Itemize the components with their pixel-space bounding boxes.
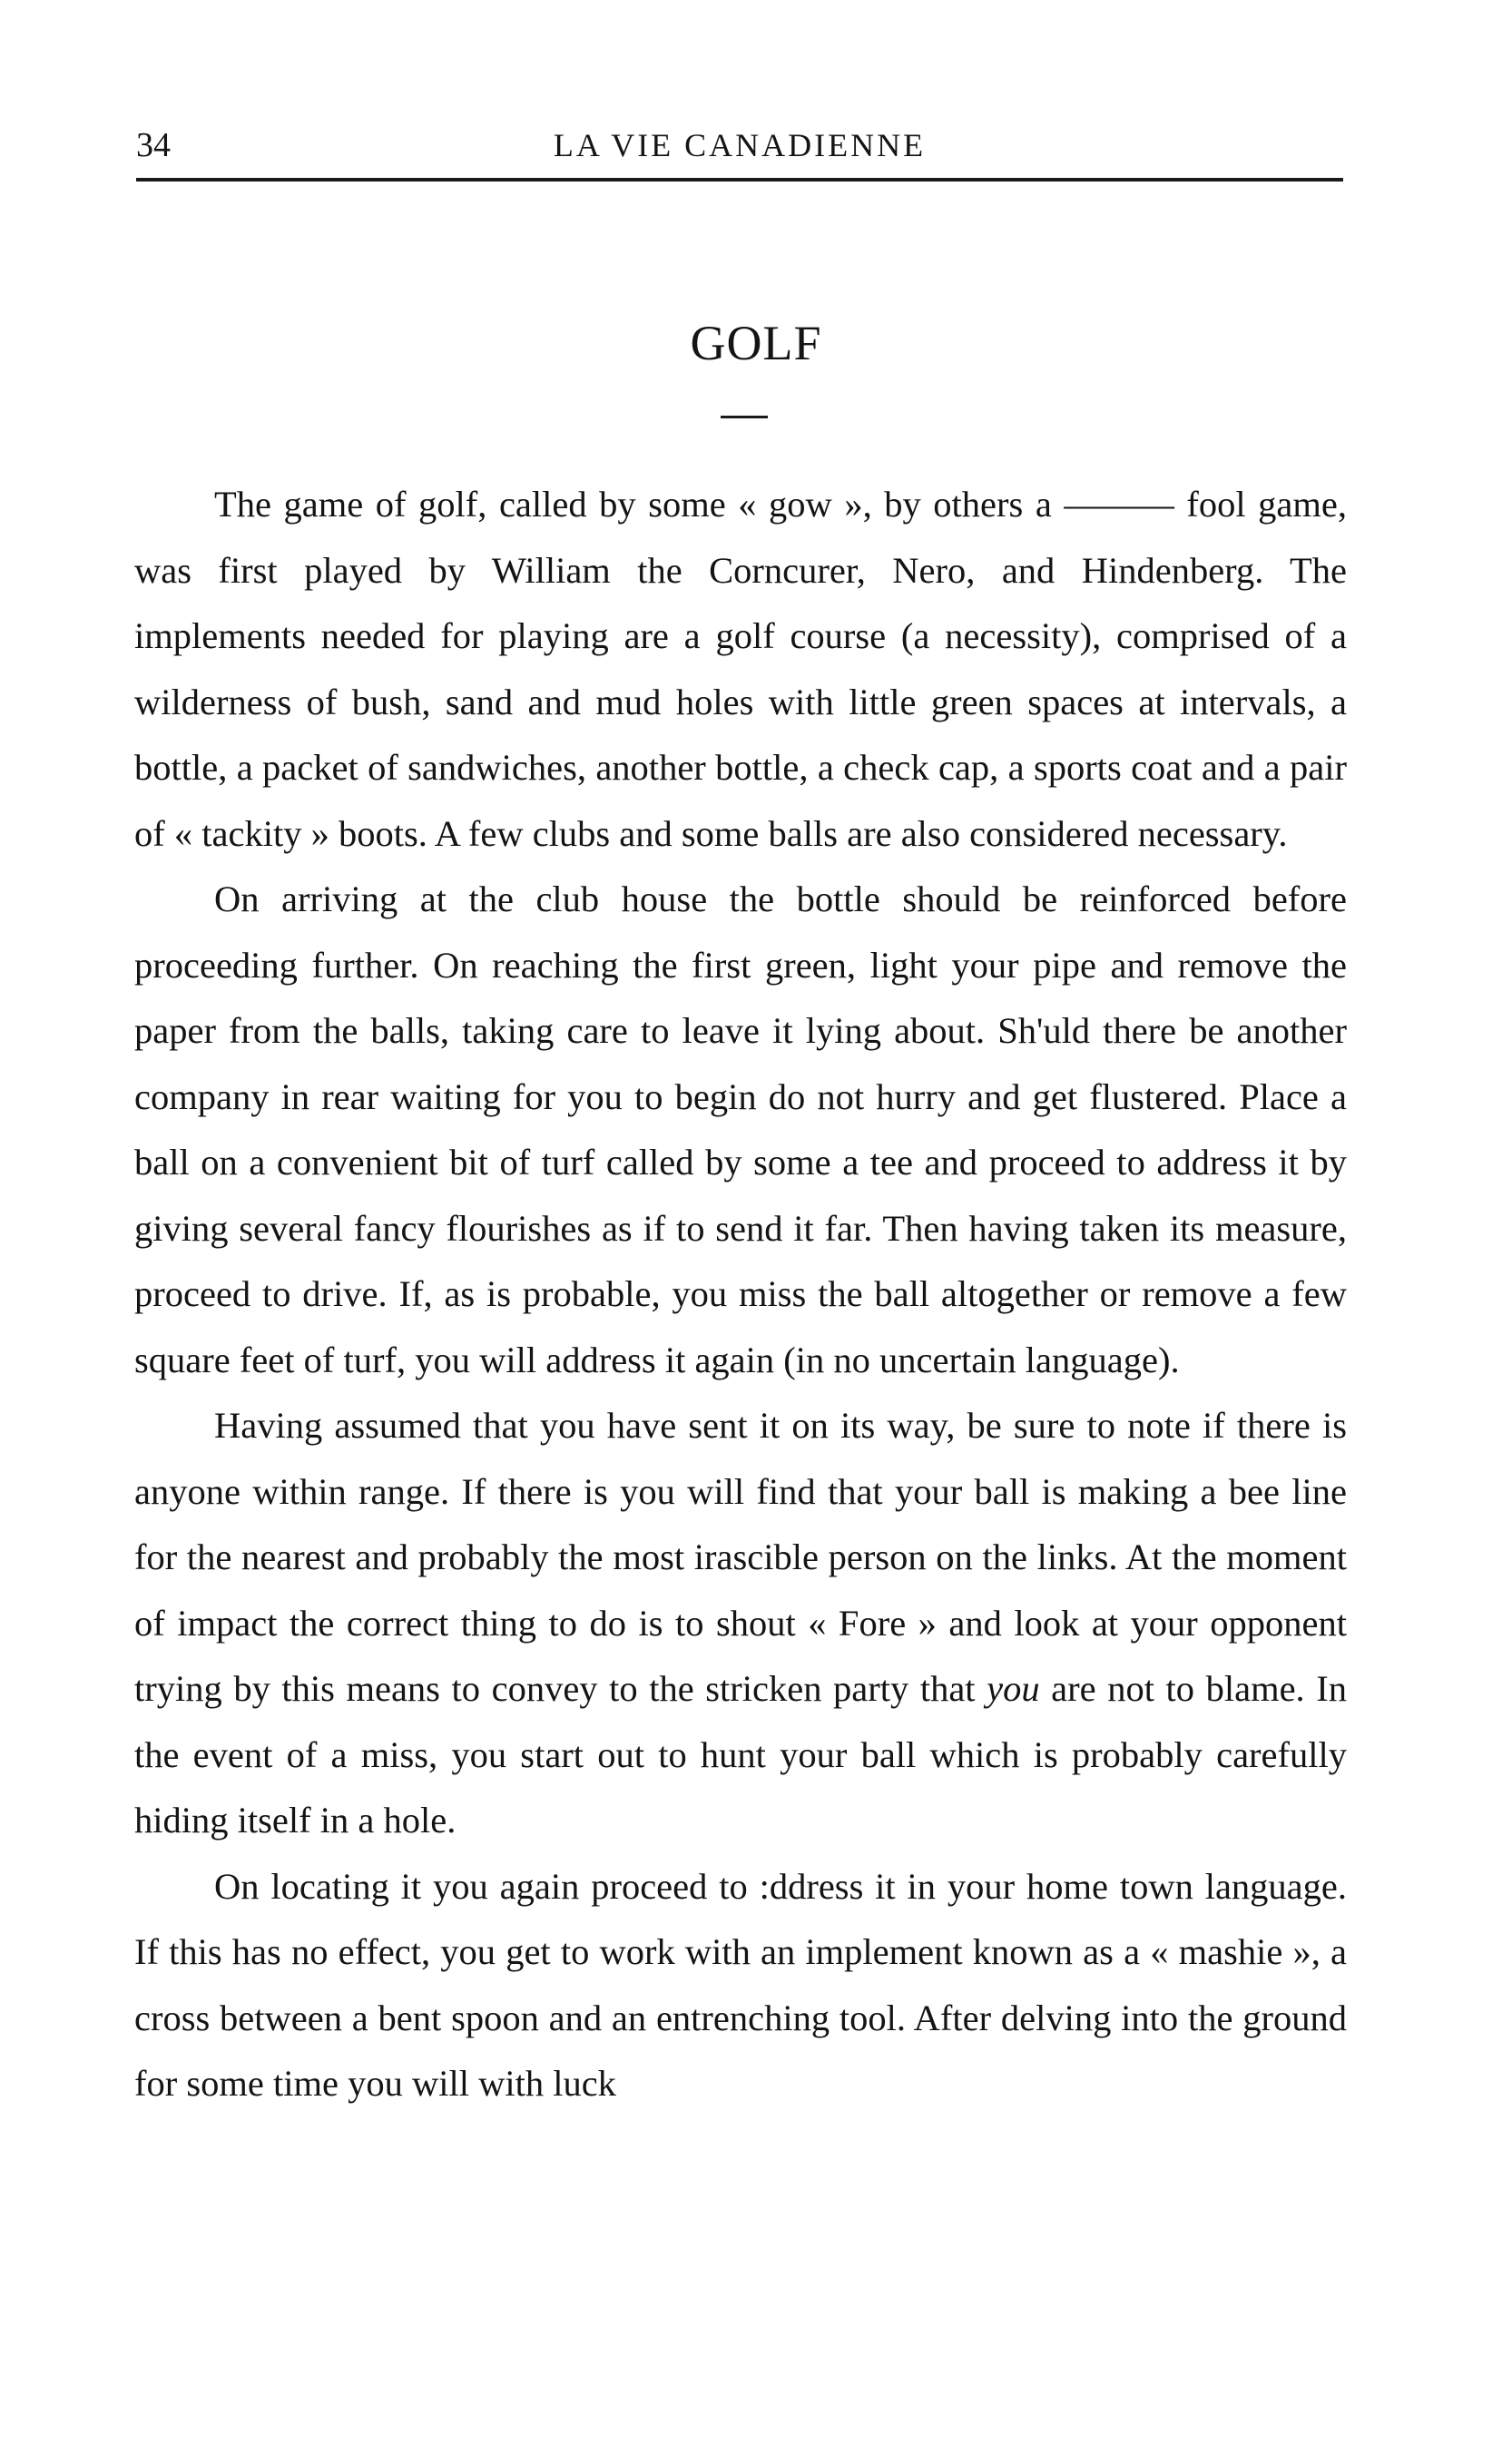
article-body (134, 472, 1347, 2117)
paragraph-3 (134, 1393, 1347, 1854)
title-dash (721, 416, 768, 418)
paragraph-1: The game of golf, called by some « gow », by others a ——— fool game, was first played by William the Corncurer, Nero, and Hindenberg. The implements needed for playing are a golf course (a necessity), comprised of a wilderness of bush, sand and mud holes with little green spaces at intervals, a bottle, a packet of sandwiches, another bottle, a check cap, a sports coat and a pair of « tackity » boots. A few clubs and some balls are also considered necessary. (134, 484, 1347, 854)
paragraph-3-emphasis: you (987, 1668, 1040, 1709)
paragraph-3-part-2: are not to blame. In the event of a miss, you start out to hunt your ball which is probably carefully hiding itself in a hole. (134, 1668, 1347, 1841)
paragraph-3-part-1: Having assumed that you have sent it on its way, be sure to note if there is anyone within range. If there is you will find that your ball is making a bee line for the nearest and probably the most irascible person on the links. At the moment of impact the correct thing to do is to shout « Fore » and look at your opponent trying by this means to convey to the stricken party that (134, 1405, 1347, 1709)
article-title: GOLF (690, 316, 822, 370)
paragraph-4: On locating it you again proceed to :ddress it in your home town language. If this has no effect, you get to work with an implement known as a « mashie », a cross between a bent spoon and an entrenching tool. After delving into the ground for some time you will with luck (134, 1865, 1347, 2104)
page-number: 34 (136, 126, 171, 164)
paragraph-2: On arriving at the club house the bottle should be reinforced before proceeding further. On reaching the first green, light your pipe and remove the paper from the balls, taking care to leave it lying about. Sh'uld there be another company in rear waiting for you to begin do not hurry and get flustered. Place a ball on a convenient bit of turf called by some a tee and proceed to address it by giving several fancy flourishes as if to send it far. Then having taken its measure, proceed to drive. If, as is probable, you miss the ball altogether or remove a few square feet of turf, you will address it again (in no uncertain language). (134, 879, 1347, 1380)
running-title: LA VIE CANADIENNE (553, 127, 927, 163)
header-rule (136, 178, 1343, 182)
page-header (136, 125, 1343, 182)
